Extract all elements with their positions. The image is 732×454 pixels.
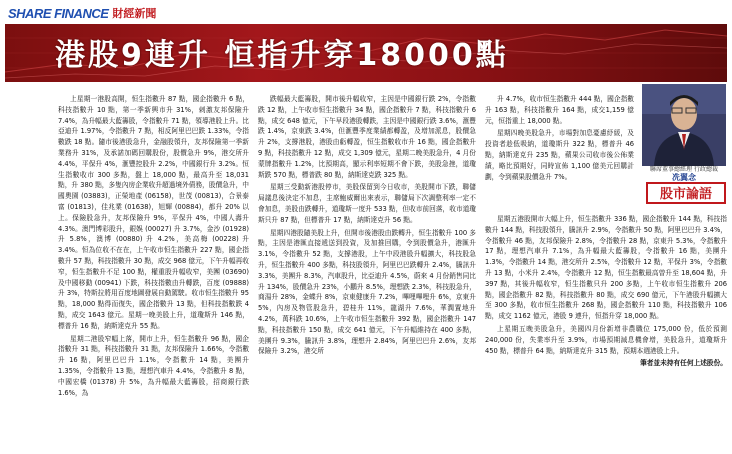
article-paragraph: 跌幅最大藍籌股，開市後升幅收窄，主因是中國銀行跌 2%，令指數跌 12 點，上午收市恒生指數升 34 點，國企指數升 7 點，科技指數升 6 點，成交 648 億元，下午早段港股轉跌，主因是中國銀行跌 3.6%，滙豐跌 1.4%，京東跌 3.4%，但滙豐季度業績都轉盈，及增加派息，股價急升 2%，支撐港股，港股由虧轉盈，恒生指數收市升 16 點，國企指數升 9 點，科技指數升 12 點，成交 1,309 億元，星期二晚美股急升，4 月份蒙牌指數升 1.2%，比預期高，顯示利率短期不會下跌，美股急挫，道瓊斯跌 570 點，標普跌 80 點，納斯達克跌 325 點。 xyxy=(258,95,476,179)
article-paragraph: 星期五港股開市大幅上升，恒生指數升 336 點，國企指數升 144 點，科技指數升 144 點，科技股領升，騰訊升 2.9%，令指數升 50 點，阿里巴巴升 3.4%，令指數升 46 點，友邦保險升 2.8%，令指數升 28 點，京東升 5.3%，令指數升 17 點，理想汽車升 7.1%，為升幅最大藍籌股，令指數升 16 點，美團升 1.3%，令指數升 14 點，港交所升 2.5%，令指數升 12 點，平保升 3%，令指數升 13 點，小米升 2.4%，令指數升 12 點，恒生指數最高曾升至 18,604 點，升 397 點，其後升幅收窄，恒生指數只升 200 多點，上午收市恒生指數升 206 點，國企指數升 82 點，科技指數升 80 點，成交 690 億元，下午港股升幅擴大至 300 多點，收市恒生指數升 268 點，國企指數升 110 點，科技指數升 106 點，成交 1162 億元，港股 9 連升，恒指升穿 18,000 點。 xyxy=(485,215,727,321)
article-paragraph: 升 4.7%，收市恒生指數升 444 點，國企指數升 163 點，科技指數升 164 點，成交1,159 億元，恒指重上 18,000 點。 xyxy=(485,95,634,125)
author-caption: 聯席董事總經理 行政總裁 xyxy=(650,166,718,173)
article-paragraph: 星期三受動新港股停市，美股保留到今日收市，美股開市下跌，聯儲局議息後決定不加息，主席鮑威爾出來表示，聯儲局下次調整利率一定不會加息，美股由跌轉升，道瓊斯一度升 533 點，但收市前回落，收市道瓊斯只升 87 點，但標普升 17 點，納斯達克升 56 點。 xyxy=(258,183,476,224)
publication-logo xyxy=(8,4,156,22)
logo-chinese-text: 財經新聞 xyxy=(112,7,157,20)
article-column-2 xyxy=(258,94,476,359)
headline-title: 港股9連升 恒指升穿18000點 xyxy=(55,38,509,73)
article-paragraph: 上星期一港股高開，恒生指數升 87 點，國企指數升 6 點，科技指數升 10 點，第一季新興市升 31%，刺激友邦保險升 7.4%，為升幅最大藍籌股，令指數升 71 點，領導港股上升。比亞迪升 1.97%，令指數升 7 點，相反阿里巴巴跌 1.33%，令指數跌 18 點。隨市後港股急升，金融股領升，友邦保險第一季新業務升 31%，及承諾加碼回購股份，股價急升 9%，港交所升 4.4%，平保升 4%，滙豐控股升 2.2%，中國銀行升 3.2%。恒生指數收市 300 多點，盤上 18,000 點，最高升至 18,031 點，升 380 點，多隻內房企業收升超過境外債務，股價急升，中國奧園 (03883)，正榮地產 (06158)，世茂 (00813)，合景泰富 (01813)，佳兆業 (01638)，旭輝 (00884)，都升 20% 以上。保險股急升，友邦保險升 9%，平保升 4%，中國人壽升 4.3%。澳門博彩股升，銀娛 (00027) 升 3.7%，金沙 (01928) 升 5.8%，澳博 (00880) 升 4.2%，美高梅 (00228) 升 3.4%。恒為位收不在在，上午收市恒生指數升 227 點，國企指數升 57 點，科技指數升 30 點，成交 968 億元，下午升幅再收窄，恒生指數升不足 100 點，權重股升幅收窄，美團 (03690) 及中國移動 (00941) 下跌，科技指數由升轉跌，百度 (09888) 升 3%，特斯拉將用百度地圖發展自動駕駛。收市恒生指數升 95 點，18,000 點得而復失，國企指數升 13 點，但科技指數跌 4 點，成交 1643 億元。星期一晚美股上升，道瓊斯升 146 點，標普升 16 點，納斯達克升 55 點。 xyxy=(58,95,249,330)
article-column-4 xyxy=(485,214,727,371)
article-column-1 xyxy=(58,94,249,400)
author-photo xyxy=(642,84,726,166)
article-paragraph: 星期四港股隨美股上升，但開市後港股由跌轉升，恒生指數升 100 多點，主因是港匯直接遞送到投資，及加推回購，令到股價急升，港匯升 3.1%，令指數升 52 點，支撐港股，上午中段港股升幅擴大，科技股急升，恒生指數升 400 多點，科技股領升，阿里巴巴跌轉升 2.4%，騰訊升 3.3%，美團升 8.3%，汽車股升，比亞迪升 4.5%，蔚來 4 月份銷售同比升 134%，股價急升 23%，小鵬升 8.5%，理想跌 2.3%，科技股急升，商湯升 28%，金蝶升 8%，京東健康升 7.2%，嗶哩嗶哩升 6%，京東升 5%，內房及物管股急升，碧桂升 11%，龍湖升 7.6%，華潤置地升 4.2%，萬科跌 10.6%，上午收市恒生指數升 392 點，國企指數升 147 點，科技指數升 150 點，成交 641 億元，下午升幅維持在 400 多點，美團升 9.3%，騰訊升 3.8%，理想升 2.84%，阿里巴巴升 2.6%，友邦保險升 3.2%，港交所 xyxy=(258,228,476,356)
logo-english-text: SHARE FINANCE xyxy=(8,5,109,21)
headline-banner xyxy=(5,24,727,82)
disclosure-signature: 筆者並未持有任何上述股份。 xyxy=(640,359,727,368)
author-name: 冼翼念 xyxy=(672,173,696,182)
article-paragraph: 上星期五晚美股急升，美國四月份新增非農職位 175,000 份，低於預測 240,000 份，失業率升至 3.9%，市場預期減息機會增，美股急升，道瓊斯升 450 點，標普升 64 點，納斯達克升 315 點，預期本週港股上升。 xyxy=(485,324,727,355)
article-paragraph: 星期四晚美股急升，市場對加息憂慮紓緩，及投資者趁低吸納，道瓊斯升 322 點，標普升 46 點，納斯達克升 235 點，蘋果公司收市後公佈業績，略比預期好，同時宣佈 1,100 億美元回購計劃，令到蘋果股價急升 7%。 xyxy=(485,129,634,181)
article-paragraph: 星期二港股窄幅上落，開市上升，恒生指數升 96 點，國企指數升 31 點，科技指數升 31 點，友邦保險升 1.66%，令指數升 16 點，阿里巴巴升 1.1%，令指數升 14 點，美團升 1.35%，令指數升 13 點，理想汽車升 4.4%，令指數升 8 點，中國宏橋 (01378) 升 5%，為升幅最大藍籌股，招商銀行跌 1.6%，為 xyxy=(58,334,249,397)
article-column-3 xyxy=(485,94,634,184)
column-title: 股市論語 xyxy=(646,182,726,204)
